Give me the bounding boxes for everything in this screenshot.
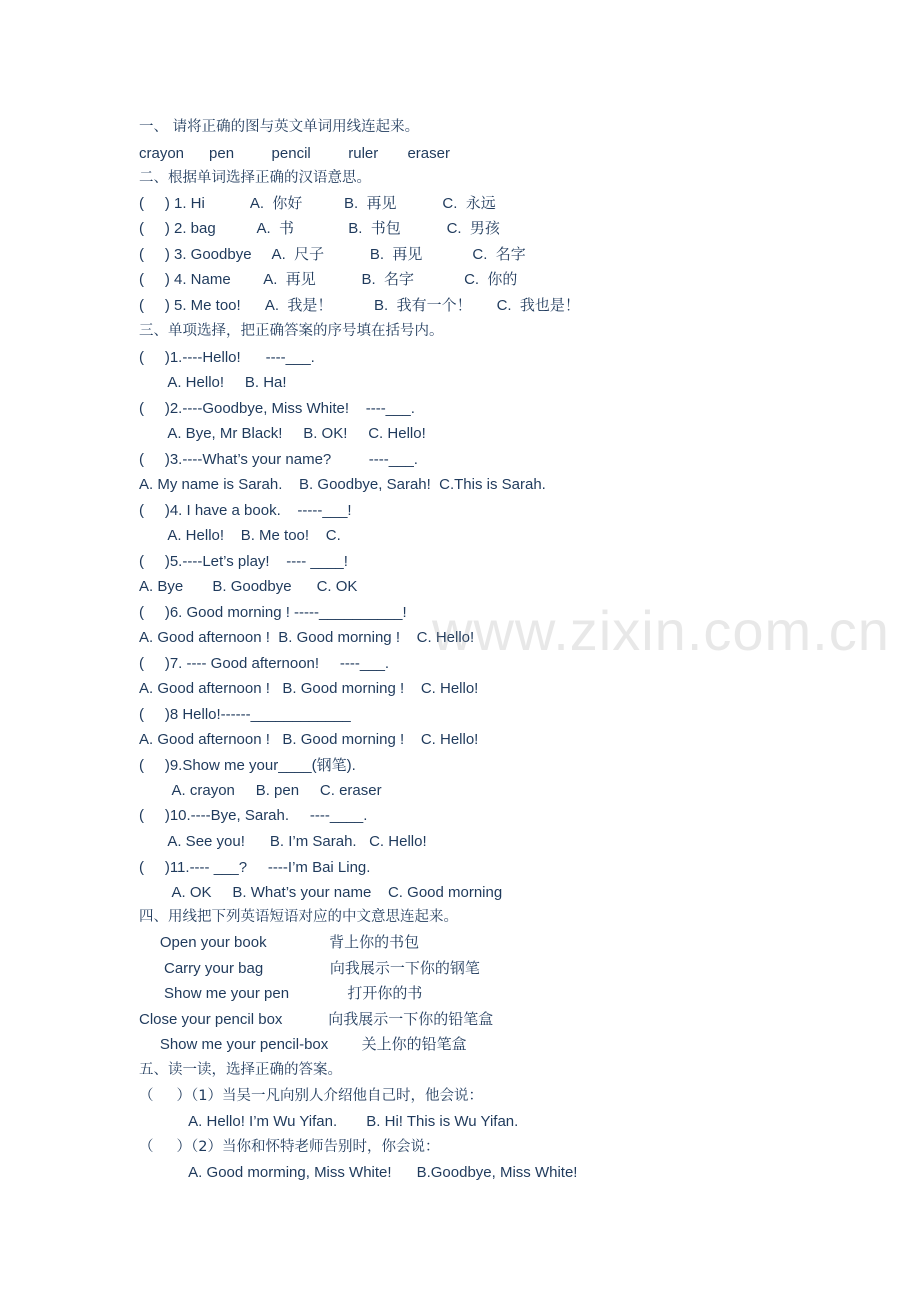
question-line: ( ) 4. Name A. 再见 B. 名字 C. 你的	[139, 271, 518, 288]
question-line: ( )2.----Goodbye, Miss White! ----___.	[139, 400, 415, 417]
option-line: A. My name is Sarah. B. Goodbye, Sarah! C.This is Sarah.	[139, 476, 546, 493]
question-line: ( ) 3. Goodbye A. 尺子 B. 再见 C. 名字	[139, 246, 526, 263]
question-line: ( ) 5. Me too! A. 我是！ B. 我有一个！ C. 我也是！	[139, 297, 580, 314]
option-line: A. Bye B. Goodbye C. OK	[139, 578, 358, 595]
option-line: A. Good afternoon ! B. Good morning ! C. Hello!	[139, 731, 479, 748]
question-line: ( ) 1. Hi A. 你好 B. 再见 C. 永远	[139, 195, 496, 212]
section-5-heading: 五、读一读，选择正确的答案。	[139, 1062, 342, 1078]
question-line: ( ) 2. bag A. 书 B. 书包 C. 男孩	[139, 220, 500, 237]
matching-line: Carry your bag 向我展示一下你的钢笔	[139, 960, 480, 977]
question-line: ( )5.----Let’s play! ---- ____!	[139, 553, 348, 570]
watermark: www.zixin.com.cn	[432, 599, 890, 662]
question-line: ( )11.---- ___? ----I’m Bai Ling.	[139, 859, 371, 876]
option-line: A. Hello! B. Ha!	[139, 374, 287, 391]
question-line: ( )9.Show me your____(钢笔).	[139, 757, 356, 774]
option-line: A. Hello! I’m Wu Yifan. B. Hi! This is Wu Yifan.	[139, 1113, 519, 1130]
question-line: ( )7. ---- Good afternoon! ----___.	[139, 655, 390, 672]
question-line: ( )10.----Bye, Sarah. ----____.	[139, 807, 368, 824]
section-2-heading: 二、根据单词选择正确的汉语意思。	[139, 170, 371, 186]
option-line: A. Good afternoon ! B. Good morning ! C. Hello!	[139, 629, 475, 646]
section-1-heading: 一、 请将正确的图与英文单词用线连起来。	[139, 119, 420, 135]
matching-line: Show me your pencil-box 关上你的铅笔盒	[139, 1036, 467, 1053]
option-line: A. Good morming, Miss White! B.Goodbye, Miss White!	[139, 1164, 578, 1181]
option-line: A. Hello! B. Me too! C.	[139, 527, 341, 544]
matching-line: Show me your pen 打开你的书	[139, 985, 423, 1002]
question-line: ( )4. I have a book. -----___!	[139, 502, 352, 519]
option-line: A. crayon B. pen C. eraser	[139, 782, 382, 799]
matching-line: Close your pencil box 向我展示一下你的铅笔盒	[139, 1011, 494, 1028]
question-line: ( )6. Good morning ! -----__________!	[139, 604, 407, 621]
section-1-words: crayon pen pencil ruler eraser	[139, 145, 450, 162]
question-line: （ ）（2）当你和怀特老师告别时，你会说：	[139, 1139, 440, 1155]
option-line: A. See you! B. I’m Sarah. C. Hello!	[139, 833, 427, 850]
question-line: ( )3.----What’s your name? ----___.	[139, 451, 418, 468]
option-line: A. OK B. What’s your name C. Good morning	[139, 884, 503, 901]
question-line: ( )1.----Hello! ----___.	[139, 349, 315, 366]
section-4-heading: 四、用线把下列英语短语对应的中文意思连起来。	[139, 909, 458, 925]
option-line: A. Bye, Mr Black! B. OK! C. Hello!	[139, 425, 426, 442]
question-line: ( )8 Hello!------____________	[139, 706, 351, 723]
section-3-heading: 三、单项选择，把正确答案的序号填在括号内。	[139, 323, 444, 339]
matching-line: Open your book 背上你的书包	[139, 934, 420, 951]
option-line: A. Good afternoon ! B. Good morning ! C. Hello!	[139, 680, 479, 697]
question-line: （ ）（1）当吴一凡向别人介绍他自己时，他会说：	[139, 1088, 484, 1104]
